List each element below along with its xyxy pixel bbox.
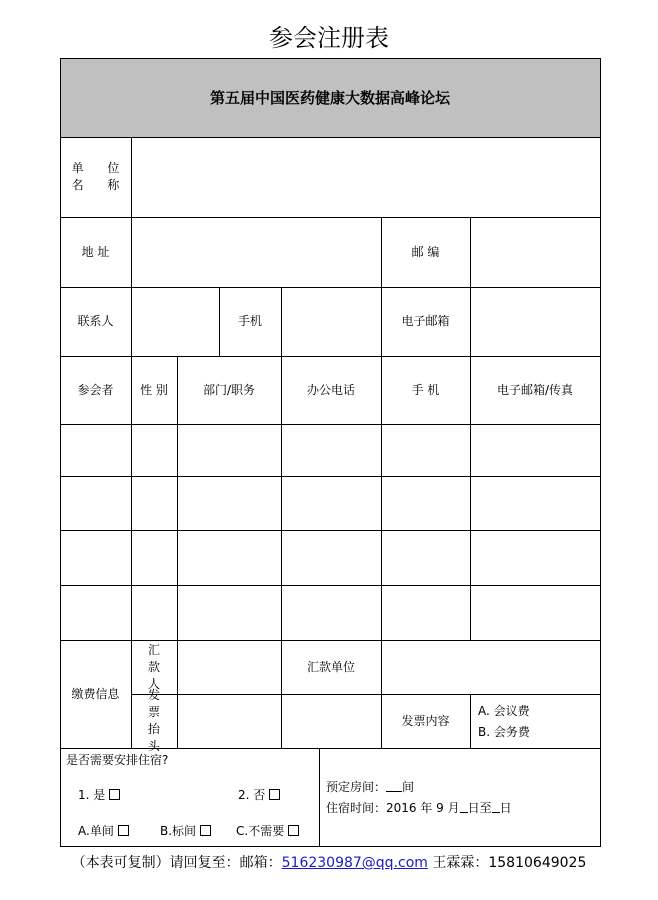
- room-count-line: 预定房间： 间: [326, 780, 415, 794]
- address-field[interactable]: [132, 218, 381, 287]
- zip-label: 邮 编: [411, 244, 440, 259]
- start-day-blank[interactable]: [460, 800, 468, 813]
- checkbox-icon[interactable]: [109, 789, 120, 800]
- invoice-content-label: 发票内容: [401, 713, 450, 728]
- office-phone-header: 办公电话: [306, 382, 355, 397]
- room-count-blank[interactable]: [386, 779, 402, 792]
- payment-label: 缴费信息: [71, 686, 120, 701]
- stay-dates-line: 住宿时间：2016 年 9 月 日至 日: [326, 801, 512, 815]
- dept-title-header: 部门/职务: [202, 382, 256, 397]
- remitter-field[interactable]: [178, 641, 281, 694]
- checkbox-icon[interactable]: [118, 825, 129, 836]
- contact-field[interactable]: [132, 288, 219, 356]
- email-label: 电子邮箱: [401, 314, 450, 328]
- table-line: [470, 694, 471, 749]
- invoice-option-a[interactable]: A. 会议费: [478, 704, 530, 718]
- room-none-option[interactable]: C.不需要: [236, 823, 299, 840]
- page-title: 参会注册表: [269, 24, 389, 52]
- contact-label: 联系人: [77, 314, 114, 328]
- remitter-label: 汇 款 人: [147, 642, 170, 691]
- email-field[interactable]: [471, 288, 600, 356]
- mobile-header: 手 机: [411, 382, 440, 397]
- table-border: [600, 58, 601, 847]
- footer-contact: （本表可复制）请回复至：邮箱：516230987@qq.com 王霖霖：15810649025: [71, 855, 587, 871]
- room-double-option[interactable]: B.标间: [160, 823, 211, 840]
- gender-header: 性 别: [140, 382, 168, 397]
- lodging-yes-option[interactable]: 1. 是: [78, 787, 120, 804]
- checkbox-icon[interactable]: [288, 825, 299, 836]
- invoice-title-label: 发 票 抬 头: [147, 688, 170, 753]
- org-name-label: 单 位 名 称: [71, 161, 130, 192]
- lodging-no-option[interactable]: 2. 否: [238, 787, 280, 804]
- attendee-row[interactable]: [61, 531, 600, 585]
- invoice-title-field[interactable]: [178, 695, 381, 748]
- table-border: [60, 846, 601, 847]
- org-name-field[interactable]: [132, 138, 600, 217]
- attendee-row[interactable]: [61, 425, 600, 476]
- remit-unit-label: 汇款单位: [306, 659, 355, 674]
- phone-field[interactable]: [282, 288, 381, 356]
- remit-unit-field[interactable]: [382, 641, 600, 694]
- email-link[interactable]: 516230987@qq.com: [281, 855, 428, 871]
- room-single-option[interactable]: A.单间: [78, 823, 129, 840]
- address-label: 地 址: [81, 244, 110, 259]
- invoice-option-b[interactable]: B. 会务费: [478, 725, 530, 739]
- attendee-row[interactable]: [61, 477, 600, 530]
- table-line: [319, 748, 320, 847]
- forum-title: 第五届中国医药健康大数据高峰论坛: [209, 88, 450, 107]
- lodging-question: 是否需要安排住宿?: [66, 753, 169, 767]
- email-fax-header: 电子邮箱/传真: [496, 382, 574, 397]
- end-day-blank[interactable]: [492, 800, 500, 813]
- checkbox-icon[interactable]: [269, 789, 280, 800]
- attendee-header: 参会者: [77, 382, 114, 397]
- phone-label: 手机: [237, 314, 262, 328]
- checkbox-icon[interactable]: [200, 825, 211, 836]
- table-border: [60, 58, 601, 59]
- zip-field[interactable]: [471, 218, 600, 287]
- attendee-row[interactable]: [61, 586, 600, 640]
